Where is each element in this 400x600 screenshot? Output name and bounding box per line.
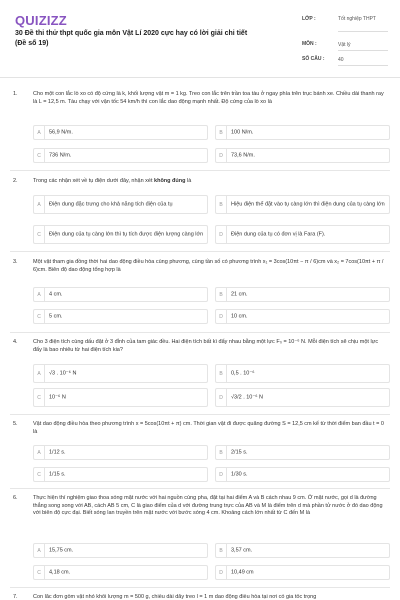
- option-text: 100 N/m.: [231, 129, 254, 135]
- option-letter: A: [34, 365, 45, 382]
- class-line: [338, 31, 388, 32]
- q5-option-d[interactable]: [215, 467, 390, 482]
- q2-option-b[interactable]: [215, 195, 390, 214]
- option-text: 2/15 s.: [231, 449, 248, 455]
- option-text: 3,57 cm.: [231, 547, 253, 553]
- option-letter: D: [216, 566, 227, 579]
- option-letter: B: [216, 544, 227, 557]
- option-letter: B: [216, 288, 227, 301]
- question-number: 1.: [13, 91, 18, 97]
- option-letter: D: [216, 149, 227, 162]
- option-text: 4 cm.: [49, 291, 63, 297]
- count-line: [338, 65, 388, 66]
- option-text: Điện dung của tụ có đơn vị là Fara (F).: [231, 231, 326, 237]
- option-text: 0,5 . 10⁻⁶: [231, 370, 255, 376]
- q4-option-a[interactable]: [33, 364, 208, 383]
- question-divider: [10, 587, 390, 588]
- option-text: 1/15 s.: [49, 471, 66, 477]
- option-text: 73,6 N/m.: [231, 152, 255, 158]
- option-text: 4,18 cm.: [49, 569, 71, 575]
- subject-line: [338, 50, 388, 51]
- q3-option-a[interactable]: [33, 287, 208, 302]
- q6-option-b[interactable]: [215, 543, 390, 558]
- q1-option-a[interactable]: [33, 125, 208, 140]
- q1-option-b[interactable]: [215, 125, 390, 140]
- q6-option-d[interactable]: [215, 565, 390, 580]
- question-number: 3.: [13, 259, 18, 265]
- subject-value: Vật lý: [338, 42, 351, 48]
- q1-option-d[interactable]: [215, 148, 390, 163]
- option-letter: A: [34, 126, 45, 139]
- option-text: 1/12 s.: [49, 449, 66, 455]
- question-number: 7.: [13, 594, 18, 600]
- q4-option-b[interactable]: [215, 364, 390, 383]
- option-text: Hiệu điện thế đặt vào tụ càng lớn thì điện dung của tụ càng lớn: [231, 201, 385, 207]
- option-letter: C: [34, 149, 45, 162]
- q6-option-a[interactable]: [33, 543, 208, 558]
- question-text: Thực hiện thí nghiệm giao thoa sóng mặt nước với hai nguồn cùng pha, đặt tại hai điểm A và B cách nhau 9 cm. Ở mặt nước, gọi d là đường thẳng song song với AB, cách AB 5 cm, C là giao điểm của d với đường trung trực của AB và M là điểm trên d mà phần tử nước ở đó dao động với biên độ cực đại. Biết sóng lan truyền trên mặt nước với bước sóng 4 cm. Khoảng cách lớn nhất từ C đến M là: [33, 495, 383, 516]
- option-text: √3/2 . 10⁻⁶ N: [231, 394, 264, 400]
- count-value: 40: [338, 57, 344, 63]
- question-number: 2.: [13, 178, 18, 184]
- document-title: 30 Đề thi thử thpt quốc gia môn Vật Lí 2020 cực hay có lời giải chi tiết (Đề số 19): [15, 30, 248, 47]
- option-letter: B: [216, 126, 227, 139]
- q4-option-c[interactable]: [33, 388, 208, 407]
- question-text: Cho 3 điện tích cùng dấu đặt ở 3 đỉnh của tam giác đều. Hai điện tích bất kì đẩy nhau bằng một lực F₀ = 10⁻⁶ N. Mỗi điện tích sẽ chịu một lực đẩy là bao nhiêu từ hai điện tích kia?: [33, 339, 379, 353]
- q4-option-d[interactable]: [215, 388, 390, 407]
- question-text: Trong các nhận xét về tụ điện dưới đây, nhận xét không đúng là: [33, 178, 192, 184]
- option-letter: C: [34, 226, 45, 243]
- class-label: LỚP :: [302, 16, 316, 22]
- option-text: Điện dung của tụ càng lớn thì tụ tích được điện lượng càng lớn: [49, 231, 204, 237]
- option-text: 10,49 cm: [231, 569, 254, 575]
- option-letter: A: [34, 196, 45, 213]
- q3-option-d[interactable]: [215, 309, 390, 324]
- q3-option-c[interactable]: [33, 309, 208, 324]
- quizizz-logo: QUIZIZZ: [15, 13, 67, 28]
- option-letter: D: [216, 468, 227, 481]
- question-divider: [10, 332, 390, 333]
- question-divider: [10, 488, 390, 489]
- question-text: Một vật tham gia đồng thời hai dao động điều hòa cùng phương, cùng tần số có phương trình x₁ = 3cos(10πt − π / 6)cm và x₂ = 7cos(10πt + π / 6)cm. Biên độ dao động tổng hợp là: [33, 259, 384, 273]
- q1-option-c[interactable]: [33, 148, 208, 163]
- option-text: 1/30 s.: [231, 471, 248, 477]
- option-text: Điện dung đặc trưng cho khả năng tích điện của tụ: [49, 201, 173, 207]
- question-text: Con lắc đơn gồm vật nhỏ khối lượng m = 500 g, chiều dài dây treo l = 1 m dao động điều hòa tại nơi có gia tốc trọng: [33, 594, 317, 600]
- option-text: 10 cm.: [231, 313, 248, 319]
- option-text: 5 cm.: [49, 313, 63, 319]
- option-text: 21 cm.: [231, 291, 248, 297]
- q2-option-d[interactable]: [215, 225, 390, 244]
- option-letter: A: [34, 288, 45, 301]
- count-label: SỐ CÂU :: [302, 56, 325, 62]
- question-number: 5.: [13, 421, 18, 427]
- option-letter: B: [216, 446, 227, 459]
- q3-option-b[interactable]: [215, 287, 390, 302]
- option-letter: D: [216, 389, 227, 406]
- option-letter: C: [34, 389, 45, 406]
- question-number: 4.: [13, 339, 18, 345]
- option-letter: B: [216, 196, 227, 213]
- option-letter: A: [34, 446, 45, 459]
- option-letter: C: [34, 310, 45, 323]
- option-text: √3 . 10⁻⁶ N: [49, 370, 77, 376]
- subject-label: MÔN :: [302, 41, 317, 47]
- question-divider: [10, 251, 390, 252]
- option-letter: C: [34, 566, 45, 579]
- option-text: 736 N/m.: [49, 152, 72, 158]
- option-text: 10⁻⁶ N: [49, 394, 66, 400]
- q6-option-c[interactable]: [33, 565, 208, 580]
- question-divider: [10, 170, 390, 171]
- option-letter: D: [216, 310, 227, 323]
- class-value: Tốt nghiệp THPT: [338, 16, 376, 22]
- q5-option-b[interactable]: [215, 445, 390, 460]
- option-letter: B: [216, 365, 227, 382]
- option-text: 56,9 N/m.: [49, 129, 73, 135]
- q2-option-a[interactable]: [33, 195, 208, 214]
- q5-option-c[interactable]: [33, 467, 208, 482]
- q5-option-a[interactable]: [33, 445, 208, 460]
- option-letter: D: [216, 226, 227, 243]
- page-header: [0, 0, 400, 78]
- question-text: Vật dao động điều hòa theo phương trình x = 5cos(10πt + π) cm. Thời gian vật đi được quãng đường S = 12,5 cm kể từ thời điểm ban đầu t = 0 là: [33, 421, 384, 435]
- q2-option-c[interactable]: [33, 225, 208, 244]
- question-divider: [10, 414, 390, 415]
- question-text: Cho một con lắc lò xo có độ cứng là k, khối lượng vật m = 1 kg. Treo con lắc trên trần toa tàu ở ngay phía trên trục bánh xe. Chiều dài thanh ray là L = 12,5 m. Tàu chạy với vận tốc 54 km/h thì con lắc dao động mạnh nhất. Độ cứng của lò xo là: [33, 91, 384, 105]
- option-letter: A: [34, 544, 45, 557]
- option-letter: C: [34, 468, 45, 481]
- question-number: 6.: [13, 495, 18, 501]
- option-text: 15,75 cm.: [49, 547, 74, 553]
